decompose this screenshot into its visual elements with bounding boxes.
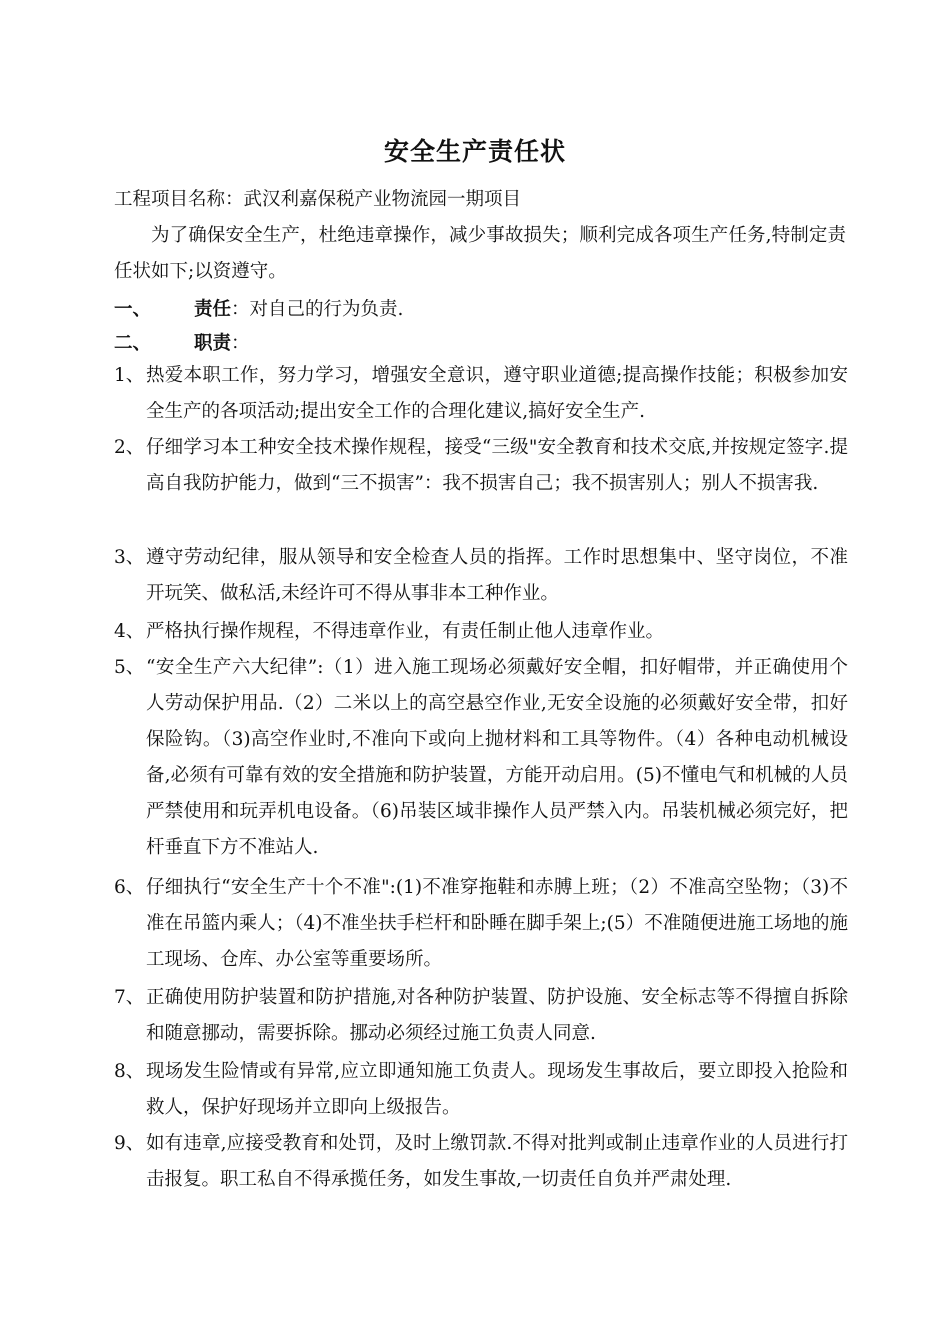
item-text: “安全生产六大纪律”:（1）进入施工现场必须戴好安全帽，扣好帽带，并正确使用个人劳动保护用品.（2）二米以上的高空悬空作业,无安全设施的必须戴好安全带，扣好保险钩。（3)高空作业时,不准向下或向上抛材料和工具等物件。（4）各种电动机械设备,必须有可靠有效的安全措施和防护装置，方能开动启用。(5)不懂电气和机械的人员严禁使用和玩弄机电设备。（6)吊装区域非操作人员严禁入内。吊装机械必须完好，把杆垂直下方不准站人.	[146, 657, 849, 858]
item-text: 正确使用防护装置和防护措施,对各种防护装置、防护设施、安全标志等不得擅自拆除和随意挪动，需要拆除。挪动必须经过施工负责人同意.	[146, 987, 848, 1044]
section-heading: 责任	[194, 299, 232, 320]
list-item	[114, 358, 848, 430]
section-responsibility	[114, 297, 403, 323]
item-number: 4、	[114, 621, 145, 642]
list-item	[114, 1126, 848, 1198]
list-item	[114, 1054, 848, 1126]
document-title: 安全生产责任状	[383, 137, 566, 166]
item-number: 8、	[114, 1061, 145, 1082]
list-item	[114, 614, 848, 650]
section-text: ：对自己的行为负责.	[231, 299, 404, 320]
list-item	[114, 870, 848, 978]
section-number: 二、	[114, 333, 152, 354]
item-text: 仔细学习本工种安全技术操作规程，接受“三级"安全教育和技术交底,并按规定签字.提高自我防护能力，做到“三不损害”：我不损害自己；我不损害别人；别人不损害我.	[146, 437, 848, 494]
section-text: ：	[231, 333, 250, 354]
section-duties	[114, 331, 250, 357]
item-text: 如有违章,应接受教育和处罚，及时上缴罚款.不得对批判或制止违章作业的人员进行打击报复。职工私自不得承揽任务，如发生事故,一切责任自负并严肃处理.	[146, 1133, 848, 1190]
item-text: 仔细执行“安全生产十个不准":(1)不准穿拖鞋和赤膊上班；（2）不准高空坠物；（3)不准在吊篮内乘人；（4)不准坐扶手栏杆和卧睡在脚手架上;(5）不准随便进施工场地的施工现场、仓库、办公室等重要场所。	[146, 877, 848, 970]
item-text: 严格执行操作规程，不得违章作业，有责任制止他人违章作业。	[146, 621, 665, 642]
item-number: 2、	[114, 437, 145, 458]
project-name-line: 工程项目名称：武汉利嘉保税产业物流园一期项目	[114, 189, 522, 210]
list-item	[114, 980, 848, 1052]
item-text: 遵守劳动纪律，服从领导和安全检查人员的指挥。工作时思想集中、坚守岗位，不准开玩笑、做私活,未经许可不得从事非本工种作业。	[146, 547, 848, 604]
section-number: 一、	[114, 299, 152, 320]
item-number: 7、	[114, 987, 145, 1008]
item-text: 现场发生险情或有异常,应立即通知施工负责人。现场发生事故后，要立即投入抢险和救人，保护好现场并立即向上级报告。	[146, 1061, 848, 1118]
list-item	[114, 540, 848, 612]
item-text: 热爱本职工作，努力学习，增强安全意识，遵守职业道德;提高操作技能；积极参加安全生产的各项活动;提出安全工作的合理化建议,搞好安全生产.	[146, 365, 848, 422]
item-number: 3、	[114, 547, 145, 568]
intro-paragraph: 为了确保安全生产，杜绝违章操作，减少事故损失；顺利完成各项生产任务,特制定责任状如下;以资遵守。	[114, 225, 846, 282]
item-number: 9、	[114, 1133, 145, 1154]
section-heading: 职责	[194, 333, 232, 354]
item-number: 5、	[114, 657, 145, 678]
item-number: 1、	[114, 365, 145, 386]
item-number: 6、	[114, 877, 145, 898]
list-item	[114, 650, 848, 866]
list-item	[114, 430, 848, 502]
